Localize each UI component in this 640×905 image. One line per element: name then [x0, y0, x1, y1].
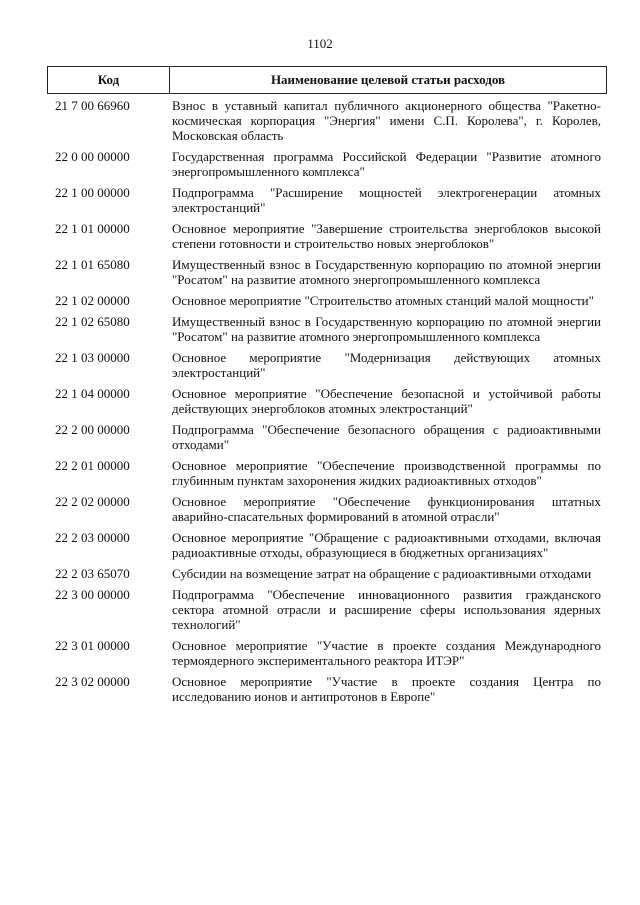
table-row [55, 350, 605, 380]
row-code: 22 3 01 00000 [55, 638, 130, 653]
row-name: Основное мероприятие "Обеспечение производственной программы по глубинным пунктам захоронения жидких радиоактивных отходов" [172, 458, 601, 488]
row-name: Основное мероприятие "Участие в проекте создания Центра по исследованию ионов и антипротонов в Европе" [172, 674, 601, 704]
header-code: Код [48, 67, 170, 93]
row-code: 22 2 03 65070 [55, 566, 130, 581]
table-row [55, 314, 605, 344]
row-code: 22 2 01 00000 [55, 458, 130, 473]
table-row [55, 587, 605, 632]
row-code: 22 1 01 65080 [55, 257, 130, 272]
row-code: 22 2 03 00000 [55, 530, 130, 545]
table-row [55, 494, 605, 524]
table-row [55, 221, 605, 251]
table-row [55, 98, 605, 143]
table-row [55, 185, 605, 215]
table-row [55, 674, 605, 704]
row-code: 22 1 04 00000 [55, 386, 130, 401]
table-row [55, 293, 605, 308]
table-row [55, 458, 605, 488]
row-code: 22 3 00 00000 [55, 587, 130, 602]
row-code: 22 3 02 00000 [55, 674, 130, 689]
table-body [55, 98, 605, 710]
row-name: Подпрограмма "Расширение мощностей электрогенерации атомных электростанций" [172, 185, 601, 215]
row-code: 22 1 01 00000 [55, 221, 130, 236]
row-code: 22 2 02 00000 [55, 494, 130, 509]
row-code: 22 1 03 00000 [55, 350, 130, 365]
row-name: Основное мероприятие "Строительство атомных станций малой мощности" [172, 293, 594, 308]
row-name: Основное мероприятие "Обеспечение функционирования штатных аварийно-спасательных формирований в атомной отрасли" [172, 494, 601, 524]
row-name: Государственная программа Российской Федерации "Развитие атомного энергопромышленного комплекса" [172, 149, 601, 179]
table-row [55, 149, 605, 179]
table-row [55, 422, 605, 452]
table-row [55, 638, 605, 668]
table-row [55, 257, 605, 287]
row-code: 22 1 00 00000 [55, 185, 130, 200]
row-name: Основное мероприятие "Завершение строительства энергоблоков высокой степени готовности и строительство новых энергоблоков" [172, 221, 601, 251]
row-name: Взнос в уставный капитал публичного акционерного общества "Ракетно-космическая корпорация "Энергия" имени С.П. Королева", г. Королев, Московская область [172, 98, 601, 143]
row-name: Имущественный взнос в Государственную корпорацию по атомной энергии "Росатом" на развитие атомного энергопромышленного комплекса [172, 314, 601, 344]
table-row [55, 386, 605, 416]
page-number: 1102 [307, 36, 333, 51]
header-name: Наименование целевой статьи расходов [270, 72, 506, 87]
table-row [55, 566, 605, 581]
row-name: Подпрограмма "Обеспечение инновационного развития гражданского сектора атомной отрасли и расширение сферы использования ядерных технологий" [172, 587, 601, 632]
table-row [55, 530, 605, 560]
row-name: Основное мероприятие "Модернизация действующих атомных электростанций" [172, 350, 601, 380]
row-name: Основное мероприятие "Обращение с радиоактивными отходами, включая радиоактивные отходы, образующиеся в бюджетных организациях" [172, 530, 601, 560]
row-name: Субсидии на возмещение затрат на обращение с радиоактивными отходами [172, 566, 592, 581]
row-name: Основное мероприятие "Обеспечение безопасной и устойчивой работы действующих энергоблоков атомных электростанций" [172, 386, 601, 416]
row-code: 22 0 00 00000 [55, 149, 130, 164]
row-code: 21 7 00 66960 [55, 98, 130, 113]
row-name: Имущественный взнос в Государственную корпорацию по атомной энергии "Росатом" на развитие атомного энергопромышленного комплекса [172, 257, 601, 287]
row-name: Подпрограмма "Обеспечение безопасного обращения с радиоактивными отходами" [172, 422, 601, 452]
row-name: Основное мероприятие "Участие в проекте создания Международного термоядерного экспериментального реактора ИТЭР" [172, 638, 601, 668]
row-code: 22 1 02 00000 [55, 293, 130, 308]
table-header [47, 66, 607, 94]
row-code: 22 1 02 65080 [55, 314, 130, 329]
row-code: 22 2 00 00000 [55, 422, 130, 437]
